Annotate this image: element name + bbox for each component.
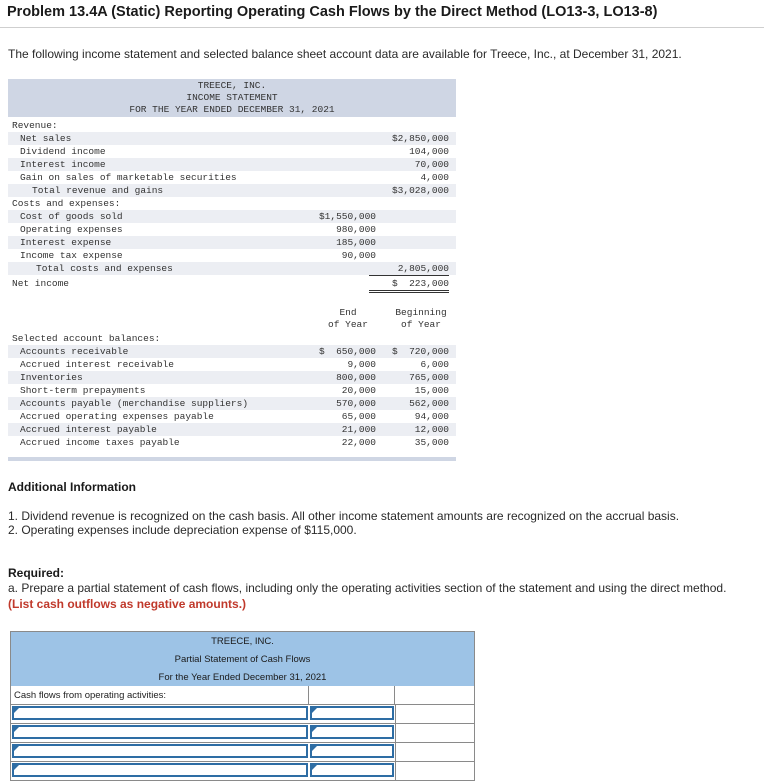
costs-heading-row xyxy=(8,197,456,210)
revenue-heading-row xyxy=(8,119,456,132)
line-label: Dividend income xyxy=(20,146,106,157)
balance-end: 9,000 xyxy=(347,359,376,370)
input-marker-icon xyxy=(312,708,317,713)
required-instruction: (List cash outflows as negative amounts.) xyxy=(8,597,247,611)
balance-end: 65,000 xyxy=(341,411,376,422)
cf-amount-cell xyxy=(309,686,395,704)
line-amount: 980,000 xyxy=(336,224,376,235)
cf-item-dropdown[interactable] xyxy=(12,763,308,777)
beg-header-line2: of Year xyxy=(401,319,441,330)
costs-heading: Costs and expenses: xyxy=(12,198,121,209)
statement-row xyxy=(8,236,456,249)
statement-row xyxy=(8,210,456,223)
balance-end: 20,000 xyxy=(341,385,376,396)
balance-row xyxy=(8,397,456,410)
balance-row xyxy=(8,384,456,397)
balance-beginning: $ 720,000 xyxy=(391,346,449,357)
line-amount: $2,850,000 xyxy=(391,133,449,144)
line-label: Interest income xyxy=(20,159,106,170)
input-marker-icon xyxy=(312,765,317,770)
total-costs-row xyxy=(8,262,456,275)
line-label: Gain on sales of marketable securities xyxy=(20,172,237,183)
required-part-a xyxy=(8,580,748,612)
income-statement-footer-bar xyxy=(8,457,456,461)
dropdown-marker-icon xyxy=(14,746,19,751)
line-amount: 90,000 xyxy=(296,249,376,263)
balance-label: Accrued interest receivable xyxy=(20,359,174,370)
net-income-label: Net income xyxy=(12,278,70,289)
balance-row xyxy=(8,423,456,436)
line-label: Operating expenses xyxy=(20,224,123,235)
line-label: Interest expense xyxy=(20,237,112,248)
balance-beginning: 562,000 xyxy=(409,398,449,409)
cash-flow-worksheet xyxy=(10,631,475,784)
balances-heading-row xyxy=(8,332,456,345)
company-name: TREECE, INC. xyxy=(197,80,267,91)
beginning-of-year-header xyxy=(388,307,454,331)
problem-title: Problem 13.4A (Static) Reporting Operating Cash Flows by the Direct Method (LO13-3, LO13-8) xyxy=(7,4,658,20)
cf-company-name: TREECE, INC. xyxy=(211,636,274,647)
total-revenue-amount: $3,028,000 xyxy=(391,185,449,196)
statement-row xyxy=(8,145,456,158)
required-part-a-text: a. Prepare a partial statement of cash flows, including only the operating activities section of the statement and using the direct method. xyxy=(8,581,727,595)
balance-row xyxy=(8,436,456,449)
income-statement-header xyxy=(8,79,456,117)
cf-total-cell[interactable] xyxy=(395,724,474,742)
additional-note-2: 2. Operating expenses include depreciation expense of $115,000. xyxy=(8,523,357,537)
line-amount: $1,550,000 xyxy=(318,211,376,222)
total-costs-label: Total costs and expenses xyxy=(36,263,173,274)
cf-amount-input[interactable] xyxy=(310,744,394,758)
end-header-line1: End xyxy=(339,307,357,318)
balance-label: Accounts receivable xyxy=(20,346,129,357)
cf-total-cell[interactable] xyxy=(395,762,474,780)
end-header-line2: of Year xyxy=(328,319,368,330)
balance-label: Accrued income taxes payable xyxy=(20,437,180,448)
cf-statement-period: For the Year Ended December 31, 2021 xyxy=(158,672,327,683)
additional-note-1: 1. Dividend revenue is recognized on the cash basis. All other income statement amounts are recognized on the accrual basis. xyxy=(8,509,680,523)
balance-end: 22,000 xyxy=(341,437,376,448)
balance-beginning: 15,000 xyxy=(414,385,449,396)
balance-beginning: 6,000 xyxy=(420,359,449,370)
balance-label: Accrued interest payable xyxy=(20,424,157,435)
cash-flow-header xyxy=(10,631,475,687)
balance-row xyxy=(8,358,456,371)
cf-entry-row xyxy=(10,762,475,781)
balance-label: Inventories xyxy=(20,372,83,383)
balance-end: 570,000 xyxy=(336,398,376,409)
cf-entry-row xyxy=(10,724,475,743)
cf-total-cell[interactable] xyxy=(395,705,474,723)
cf-amount-input[interactable] xyxy=(310,706,394,720)
balance-label: Accrued operating expenses payable xyxy=(20,411,214,422)
cf-item-dropdown[interactable] xyxy=(12,706,308,720)
dropdown-marker-icon xyxy=(14,765,19,770)
cf-item-dropdown[interactable] xyxy=(12,744,308,758)
cf-entry-row xyxy=(10,743,475,762)
statement-row xyxy=(8,132,456,145)
balance-label: Accounts payable (merchandise suppliers) xyxy=(20,398,249,409)
required-heading: Required: xyxy=(8,566,65,580)
statement-name: INCOME STATEMENT xyxy=(186,92,278,103)
line-label: Net sales xyxy=(20,133,72,144)
cf-item-dropdown[interactable] xyxy=(12,725,308,739)
beg-header-line1: Beginning xyxy=(395,307,447,318)
cf-amount-input[interactable] xyxy=(310,725,394,739)
statement-row xyxy=(8,249,456,262)
balance-beginning: 94,000 xyxy=(414,411,449,422)
line-amount: 4,000 xyxy=(369,171,449,185)
net-income-row xyxy=(8,277,456,290)
cf-entry-row xyxy=(10,705,475,724)
end-of-year-header xyxy=(316,307,380,331)
statement-row xyxy=(8,223,456,236)
statement-row xyxy=(8,158,456,171)
cf-total-cell[interactable] xyxy=(395,743,474,761)
balance-end: 21,000 xyxy=(341,424,376,435)
balance-end: 800,000 xyxy=(336,372,376,383)
dropdown-marker-icon xyxy=(14,727,19,732)
net-income-amount: $ 223,000 xyxy=(369,277,449,293)
line-label: Income tax expense xyxy=(20,250,123,261)
balance-beginning: 12,000 xyxy=(414,424,449,435)
cf-section-label: Cash flows from operating activities: xyxy=(14,690,167,701)
total-revenue-label: Total revenue and gains xyxy=(32,185,164,196)
input-marker-icon xyxy=(312,727,317,732)
line-amount: 104,000 xyxy=(409,146,449,157)
balance-beginning: 35,000 xyxy=(414,437,449,448)
title-divider xyxy=(0,27,764,28)
cf-section-row xyxy=(10,686,475,705)
balance-row xyxy=(8,345,456,358)
cf-label-cell xyxy=(11,686,309,704)
balance-end: $ 650,000 xyxy=(318,346,376,357)
line-amount: 185,000 xyxy=(336,237,376,248)
intro-text: The following income statement and selected balance sheet account data are available for Treece, Inc., at December 31, 2021. xyxy=(8,47,682,61)
revenue-heading: Revenue: xyxy=(12,120,58,131)
line-label: Cost of goods sold xyxy=(20,211,123,222)
total-costs-amount: 2,805,000 xyxy=(369,262,449,276)
balance-label: Short-term prepayments xyxy=(20,385,146,396)
dropdown-marker-icon xyxy=(14,708,19,713)
balance-beginning: 765,000 xyxy=(409,372,449,383)
line-amount: 70,000 xyxy=(414,159,449,170)
statement-row xyxy=(8,171,456,184)
additional-info-heading: Additional Information xyxy=(8,480,136,494)
cf-amount-input[interactable] xyxy=(310,763,394,777)
input-marker-icon xyxy=(312,746,317,751)
total-revenue-row xyxy=(8,184,456,197)
statement-period: FOR THE YEAR ENDED DECEMBER 31, 2021 xyxy=(129,104,335,115)
cf-statement-name: Partial Statement of Cash Flows xyxy=(174,654,311,665)
balance-row xyxy=(8,371,456,384)
balance-row xyxy=(8,410,456,423)
balances-heading: Selected account balances: xyxy=(12,333,161,344)
income-statement xyxy=(8,79,456,461)
